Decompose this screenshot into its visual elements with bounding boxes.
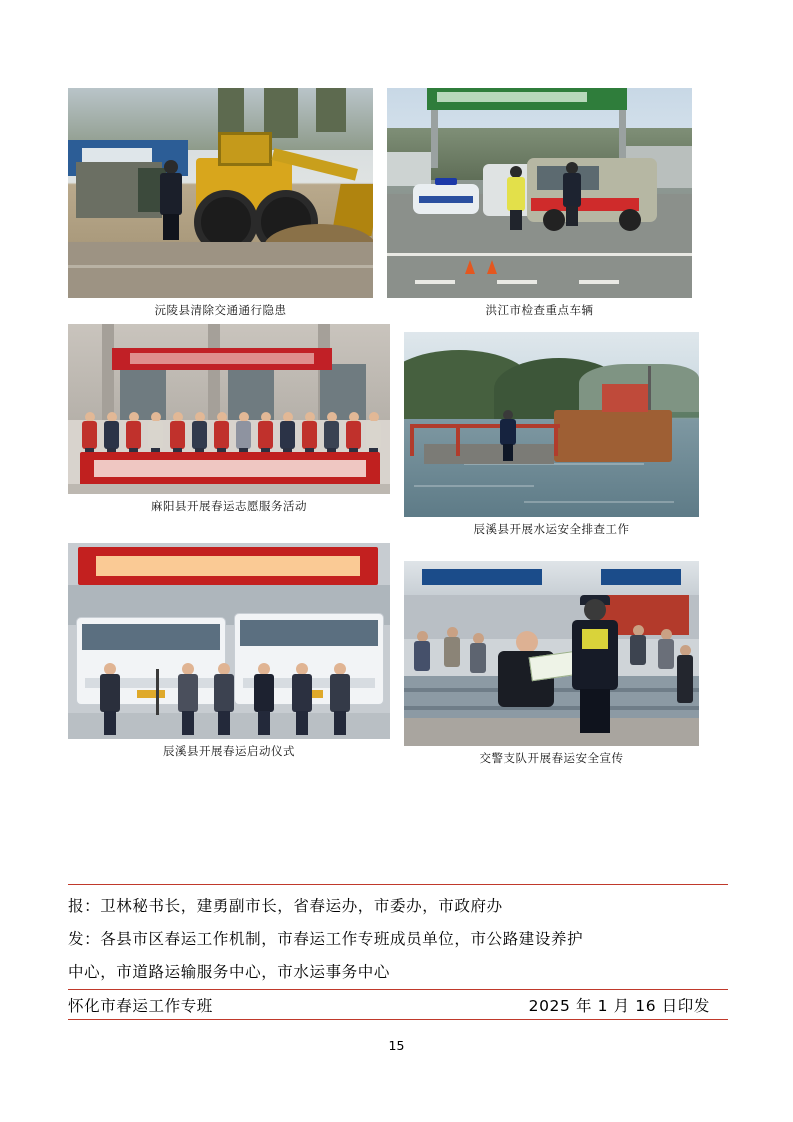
photo-caption: 辰溪县开展春运启动仪式: [163, 744, 295, 758]
photo-cell-4: [404, 332, 699, 539]
photo-bus-launch-ceremony: [68, 543, 390, 739]
footer-signature-row: [68, 990, 728, 1019]
footer-distribute-row-1: [68, 923, 728, 956]
footer-issuer: 怀化市春运工作专班: [68, 997, 213, 1015]
page-number: 15: [388, 1038, 405, 1053]
photo-banner-text: [78, 547, 378, 585]
footer-distribute-row-2: [68, 956, 728, 989]
footer-distribute-text-2: 中心，市道路运输服务中心，市水运事务中心: [68, 963, 391, 981]
photo-cell-6: [404, 561, 699, 768]
footer-report-label: 报：: [68, 897, 101, 915]
photo-river-ferry-safety: [404, 332, 699, 517]
photo-caption: 麻阳县开展春运志愿服务活动: [151, 499, 307, 513]
photo-station-leaflet-handout: [404, 561, 699, 746]
footer-distribution: [68, 885, 728, 989]
photo-cell-1: [68, 88, 373, 320]
photo-highway-vehicle-inspection: [387, 88, 692, 298]
photo-caption: 辰溪县开展水运安全排查工作: [473, 522, 630, 536]
photo-grid: [68, 88, 728, 772]
photo-row-3: [68, 543, 728, 768]
photo-volunteer-group: [68, 324, 390, 494]
footer-report-text: 卫林秘书长，建勇副市长，省春运办，市委办，市政府办: [100, 897, 503, 915]
photo-cell-3: [68, 324, 390, 516]
footer-block: [68, 884, 728, 1020]
photo-row-1: [68, 88, 728, 320]
photo-loader-clearing-road: [68, 88, 373, 298]
photo-row-2: [68, 324, 728, 539]
footer-rule-bottom: [68, 1019, 728, 1020]
photo-cell-2: [387, 88, 692, 320]
photo-caption: 洪江市检查重点车辆: [485, 303, 594, 317]
footer-issue-date: 2025 年 1 月 16 日印发: [528, 997, 710, 1015]
footer-distribute-text-1: 各县市区春运工作机制，市春运工作专班成员单位，市公路建设养护: [100, 930, 584, 948]
footer-distribute-label: 发：: [68, 930, 101, 948]
photo-banner-text: [112, 348, 332, 370]
photo-caption: 交警支队开展春运安全宣传: [479, 751, 624, 765]
photo-caption: 沅陵县清除交通通行隐患: [154, 303, 287, 317]
footer-report-row: [68, 890, 728, 923]
photo-cell-5: [68, 543, 390, 761]
